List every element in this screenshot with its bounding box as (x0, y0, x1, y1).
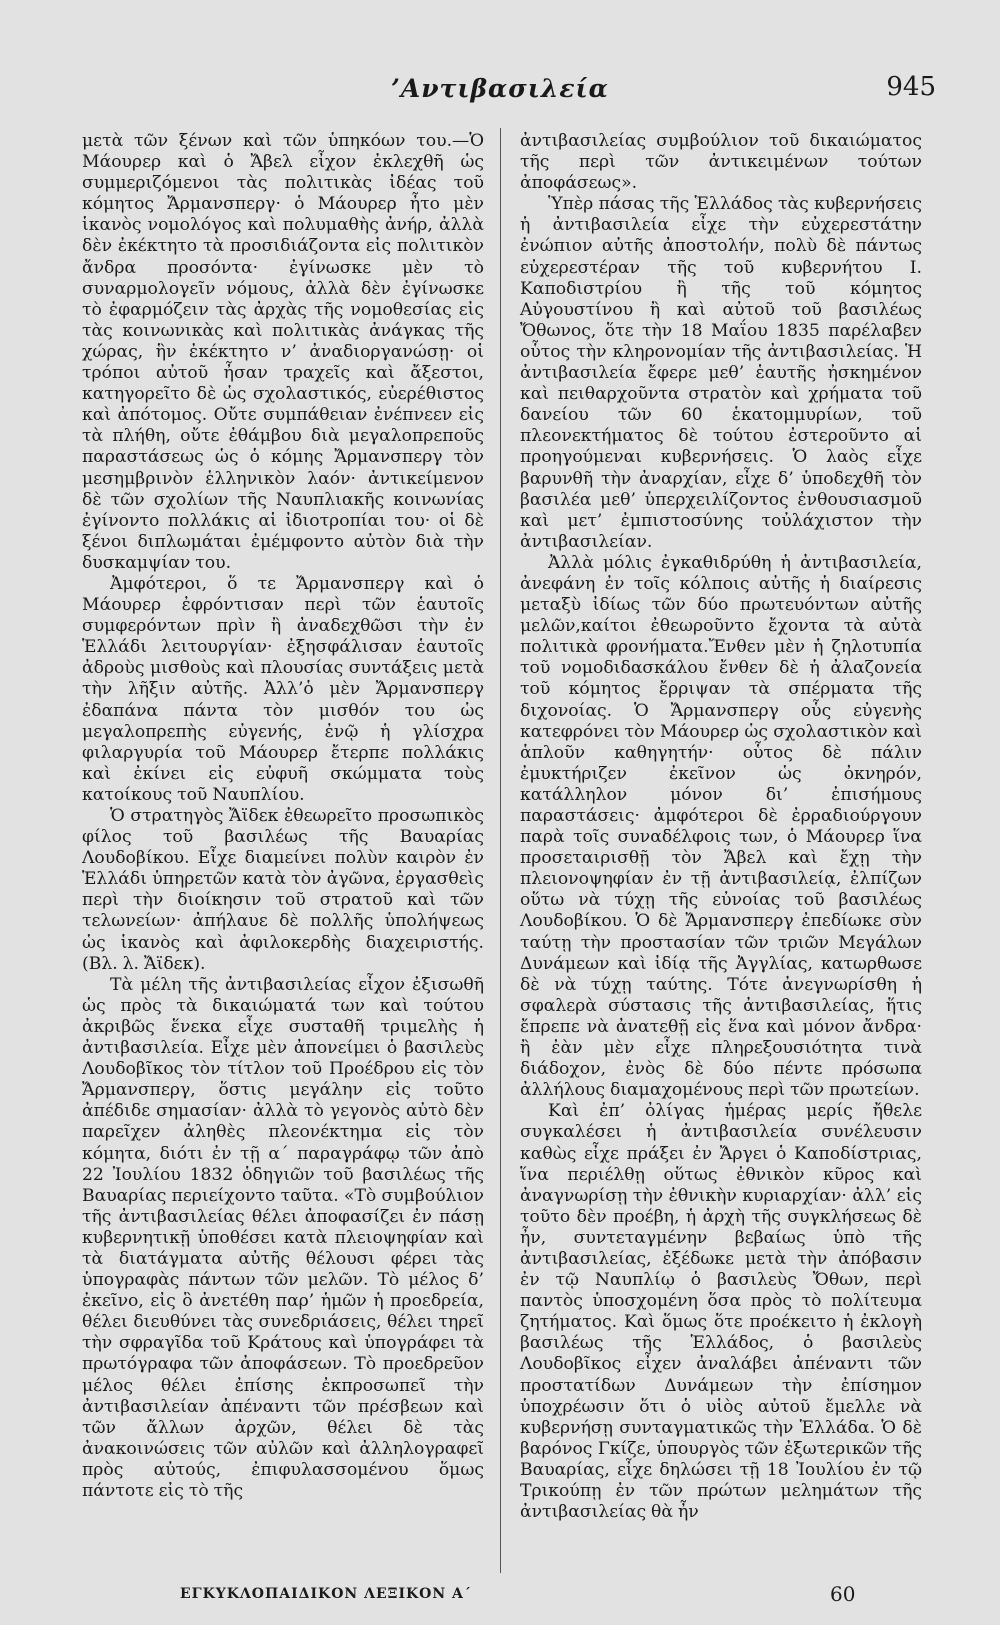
right-paragraph-3: Ἀλλὰ μόλις ἐγκαθιδρύθη ἡ ἀντιβασιλεία, ἀνεφάνη ἐν τοῖς κόλποις αὐτῆς ἡ διαίρεσις μεταξὺ ἰδίως τῶν δύο πρωτευόντων αὐτῆς μελῶν,καίτοι ἐθεωροῦντο ἔχοντα τὰ αὐτὰ πολιτικὰ φρονήματα.Ἔνθεν μὲν ἡ ζηλοτυπία τοῦ νομοδιδασκάλου ἔνθεν δὲ ἡ ἀλαζονεία τοῦ κόμητος ἔρριψαν τὰ σπέρματα τῆς διχονοίας. Ὁ Ἄρμανσπεργ οὗς εὐγενὴς κατεφρόνει τὸν Μάουρερ ὡς σχολαστικὸν καὶ ἁπλοῦν καθηγητήν· οὗτος δὲ πάλιν ἐμυκτήριζεν ἐκεῖνον ὡς ὀκνηρόν, κατάλληλον μόνον δι’ ἐπισήμους παραστάσεις· ἀμφότεροι δὲ ἐρραδιούργουν παρὰ τοῖς συναδέλφοις των, ὁ Μάουρερ ἵνα προσεταιρισθῇ τὸν Ἄβελ καὶ ἔχῃ τὴν πλειονοψηφίαν ἐν τῇ ἀντιβασιλείᾳ, ἐλπίζων οὕτω νὰ τύχῃ τῆς εὐνοίας τοῦ βασιλέως Λουδοβίκου. Ὁ δὲ Ἄρμανσπεργ ἐπεδίωκε σὺν ταύτῃ τὴν προστασίαν τῶν τριῶν Μεγάλων Δυνάμεων καὶ ἰδίᾳ τῆς Ἀγγλίας, κατωρθωσε δὲ νὰ τύχῃ ταύτης. Τότε ἀνεγνωρίσθη ἡ σφαλερὰ σύστασις τῆς ἀντιβασιλείας, ἥτις ἔπρεπε νὰ ἀνατεθῇ εἰς ἕνα καὶ μόνον ἄνδρα· ἢ ἐὰν μὲν εἶχε πληρεξουσιότητα τινὰ διάδοχον, ἐνὸς δὲ δύο πέντε πρόσωπα ἀλλήλους διαμαχομένους περὶ τῶν πρωτείων. (520, 552, 922, 1101)
left-paragraph-3: Ὁ στρατηγὸς Ἄϊδεκ ἐθεωρεῖτο προσωπικὸς φίλος τοῦ βασιλέως τῆς Βαυαρίας Λουδοβίκου. Εἶχε διαμείνει πολὺν καιρὸν ἐν Ἑλλάδι ὑπηρετῶν κατὰ τὸν ἀγῶνα, ἐργασθεὶς περὶ τὴν διοίκησιν τοῦ στρατοῦ καὶ τῶν τελωνείων· ἀπήλαυε δὲ πολλῆς ὑπολήψεως ὡς ἱκανὸς καὶ ἀφιλοκερδὴς διαχειριστής. (Βλ. λ. Ἄϊδεκ). (82, 806, 484, 974)
right-paragraph-2: Ὑπὲρ πάσας τῆς Ἑλλάδος τὰς κυβερνήσεις ἡ ἀντιβασιλεία εἶχε τὴν εὐχερεστάτην ἐνώπιον αὐτῆς ἀποστολήν, πολὺ δὲ πάντως εὐχερεστέραν τῆς τοῦ κυβερνήτου Ι. Καποδιστρίου ἢ τῆς τοῦ κόμητος Αὐγουστίνου ἢ καὶ αὐτοῦ τοῦ βασιλέως Ὄθωνος, ὅτε τὴν 18 Μαΐου 1835 παρέλαβεν οὗτος τὴν κληρονομίαν τῆς ἀντιβασιλείας. Ἡ ἀντιβασιλεία ἔφερε μεθ’ ἑαυτῆς ἠσκημένον καὶ πειθαρχοῦντα στρατὸν καὶ χρήματα τοῦ δανείου τῶν 60 ἑκατομμυρίων, τοῦ πλεονεκτήματος δὲ τούτου ἐστεροῦντο αἱ προηγούμεναι κυβερνήσεις. Ὁ λαὸς εἶχε βαρυνθῆ τὴν ἀναρχίαν, εἶχε δ’ ὑποδεχθῆ τὸν βασιλέα μεθ’ ὑπερχειλίζοντος ἐνθουσιασμοῦ καὶ μετ’ ἐμπιστοσύνης τοὐλάχιστον τὴν ἀντιβασιλείαν. (520, 194, 922, 552)
right-paragraph-4: Καὶ ἐπ’ ὀλίγας ἡμέρας μερίς ἤθελε συγκαλέσει ἡ ἀντιβασιλεία συνέλευσιν καθὼς εἶχε πράξει ἐν Ἄργει ὁ Καποδίστριας, ἵνα περιέλθῃ οὕτως ἐθνικὸν κῦρος καὶ ἀναγνωρίσῃ τὴν ἐθνικὴν κυριαρχίαν· ἀλλ’ εἰς τοῦτο δὲν προέβη, ἡ ἀρχὴ τῆς συγκλήσεως δὲ ἦν, συντεταγμένην βεβαίως ὑπὸ τῆς ἀντιβασιλείας, ἐξέδωκε μετὰ τὴν ἀπόβασιν ἐν τῷ Ναυπλίῳ ὁ βασιλεὺς Ὄθων, περὶ παντὸς ὑποσχομένη ὅσα πρὸς τὸ πολίτευμα ζητήματος. Καὶ ὅμως ὅτε προέκειτο ἡ ἐκλογὴ βασιλέως τῆς Ἑλλάδος, ὁ βασιλεὺς Λουδοβῖκος εἶχεν ἀναλάβει ἀπέναντι τῶν προστατίδων Δυνάμεων τὴν ἐπίσημον ὑποχρέωσιν ὅτι ὁ υἱὸς αὐτοῦ ἔμελλε νὰ κυβερνήσῃ συνταγματικῶς τὴν Ἑλλάδα. Ὁ δὲ βαρόνος Γκίζε, ὑπουργὸς τῶν ἐξωτερικῶν τῆς Βαυαρίας, εἶχε δηλώσει τῇ 18 Ἰουλίου ἐν τῷ Τρικούπῃ ἐν τῶν πρώτων μελημάτων τῆς ἀντιβασιλείας θὰ ἦν (520, 1101, 922, 1523)
page-number: 945 (886, 72, 936, 102)
signature-mark: 60 (830, 1582, 856, 1606)
left-paragraph-4: Τὰ μέλη τῆς ἀντιβασιλείας εἶχον ἐξισωθῆ ὡς πρὸς τὰ δικαιώματά των καὶ τούτου ἀκριβῶς ἕνεκα εἶχε συσταθῆ τριμελὴς ἡ ἀντιβασιλεία. Εἶχε μὲν ἀπονείμει ὁ βασιλεὺς Λουδοβῖκος τὸν τίτλον τοῦ Προέδρου εἰς τὸν Ἄρμανσπεργ, ὅστις μεγάλην εἰς τοῦτο ἀπέδιδε σημασίαν· ἀλλὰ τὸ γεγονὸς αὐτὸ δὲν παρεῖχεν ἀληθὲς πλεονέκτημα εἰς τὸν κόμητα, διότι ἐν τῇ α΄ παραγράφῳ τῶν ἀπὸ 22 Ἰουλίου 1832 ὁδηγιῶν τοῦ βασιλέως τῆς Βαυαρίας περιείχοντο ταῦτα. «Τὸ συμβούλιον τῆς ἀντιβασιλείας θέλει ἀποφασίζει ἐν πάσῃ κυβερνητικῇ ὑποθέσει κατὰ πλειοψηφίαν καὶ τὰ διατάγματα αὐτῆς θέλουσι φέρει τὰς ὑπογραφὰς πάντων τῶν μελῶν. Τὸ μέλος δ’ ἐκεῖνο, εἰς ὃ ἀνετέθη παρ’ ἡμῶν ἡ προεδρεία, θέλει διευθύνει τὰς συνεδριάσεις, θέλει τηρεῖ τὴν σφραγῖδα τοῦ Κράτους καὶ ὑπογράφει τὰ πρωτόγραφα τῶν ἀποφάσεων. Τὸ προεδρεῦον μέλος θέλει ἐπίσης ἐκπροσωπεῖ τὴν ἀντιβασιλείαν ἀπέναντι τῶν πρέσβεων καὶ τῶν ἄλλων ἀρχῶν, θέλει δὲ τὰς ἀνακοινώσεις τῶν αὐλῶν καὶ ἀλληλογραφεῖ πρὸς αὐτούς, ἐπιφυλασσομένου ὅμως πάντοτε εἰς τὸ τῆς (82, 974, 484, 1501)
page-header (0, 70, 1000, 110)
left-column (82, 131, 484, 1502)
left-paragraph-1: μετὰ τῶν ξένων καὶ τῶν ὑπηκόων του.—Ὁ Μάουρερ καὶ ὁ Ἄβελ εἶχον ἐκλεχθῆ ὡς συμμεριζόμενοι τὰς πολιτικὰς ἰδέας τοῦ κόμητος Ἄρμανσπεργ· ὁ Μάουρερ ἦτο μὲν ἱκανὸς νομολόγος καὶ πολυμαθὴς ἀνήρ, ἀλλὰ δὲν ἐκέκτητο τὰ προσιδιάζοντα εἰς πολιτικὸν ἄνδρα προσόντα· ἐγίνωσκε μὲν τὸ συναρμολογεῖν νόμους, ἀλλὰ δὲν ἐγίνωσκε τὸ ἐφαρμόζειν τὰς ἀρχὰς τῆς νομοθεσίας εἰς τὰς κοινωνικὰς καὶ πολιτικὰς ἀνάγκας τῆς χώρας, ἣν ἐκέκτητο ν’ ἀναδιοργανώσῃ· οἱ τρόποι αὐτοῦ ἦσαν τραχεῖς καὶ ἄξεστοι, κατηγορεῖτο δὲ ὡς σχολαστικός, εὐερέθιστος καὶ ἀπότομος. Οὔτε συμπάθειαν ἐνέπνεεν εἰς τὰ πλήθη, οὔτε ἐθάμβου διὰ μεγαλοπρεποῦς παραστάσεως ὡς ὁ κόμης Ἄρμανσπεργ τὸν μεσημβρινὸν ἑλληνικὸν λαόν· ἀντικείμενον δὲ τῶν σχολίων τῆς Ναυπλιακῆς κοινωνίας ἐγίνοντο πολλάκις αἱ ἰδιοτροπίαι του· οἱ δὲ ξένοι διπλωμάται ἐμέμφοντο αὐτὸν διὰ τὴν δυσκαμψίαν του. (82, 131, 484, 573)
right-paragraph-1: ἀντιβασιλείας συμβούλιον τοῦ δικαιώματος τῆς περὶ τῶν ἀντικειμένων τούτων ἀποφάσεως». (520, 131, 922, 194)
running-title: ’Αντιβασιλεία (391, 74, 609, 103)
footer-title: ΕΓΚΥΚΛΟΠΑΙΔΙΚΟΝ ΛΕΞΙΚΟΝ Α΄ (180, 1586, 472, 1602)
right-column (520, 131, 922, 1523)
left-paragraph-2: Ἀμφότεροι, ὅ τε Ἄρμανσπεργ καὶ ὁ Μάουρερ ἐφρόντισαν περὶ τῶν ἑαυτοῖς συμφερόντων πρὶν ἢ ἀναδεχθῶσι τὴν ἐν Ἑλλάδι λειτουργίαν· ἐξησφάλισαν ἑαυτοῖς ἀδροὺς μισθοὺς καὶ πλουσίας συντάξεις μετὰ τὴν λῆξιν αὐτῆς. Ἀλλ’ὁ μὲν Ἄρμανσπεργ ἐδαπάνα πάντα τὸν μισθόν του ὡς μεγαλοπρεπὴς εὐγενής, ἐνῷ ἡ γλίσχρα φιλαργυρία τοῦ Μάουρερ ἔτερπε πολλάκις καὶ ἐκίνει εἰς εὐφυῆ σκώμματα τοὺς κατοίκους τοῦ Ναυπλίου. (82, 573, 484, 805)
column-divider (500, 128, 501, 1573)
page-footer (0, 1582, 1000, 1612)
